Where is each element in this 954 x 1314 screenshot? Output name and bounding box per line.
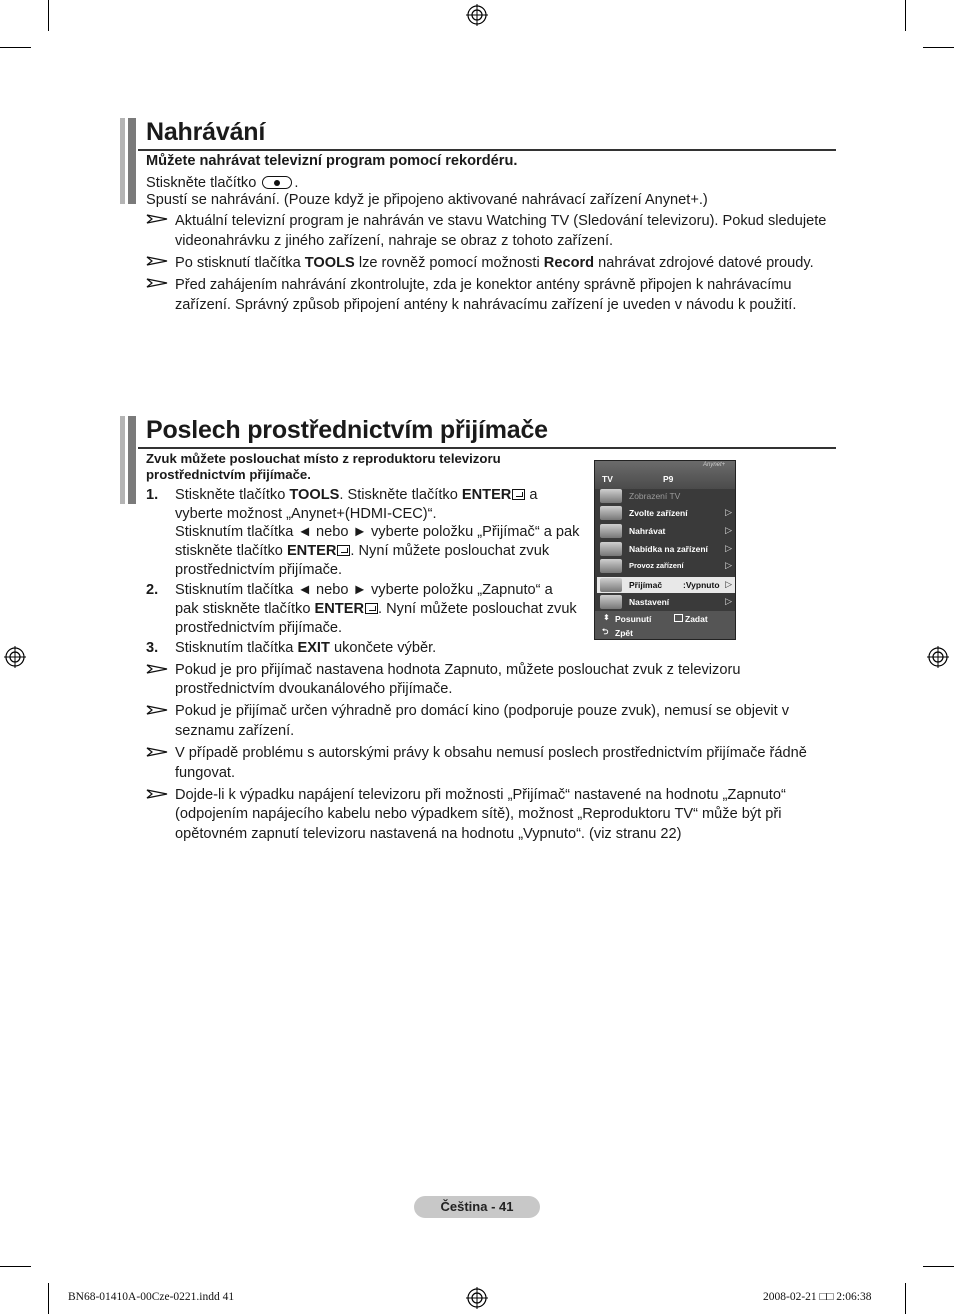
section-title: Poslech prostřednictvím přijímače <box>146 416 548 444</box>
note-arrow-icon <box>146 214 168 224</box>
section-bar <box>120 416 125 504</box>
note-text: Před zahájením nahrávání zkontrolujte, zda je konektor antény správně připojen k nahrávacímu <box>175 277 792 293</box>
footer-move: Posunutí <box>615 614 652 624</box>
menu-item-zobrazeni-tv[interactable]: Zobrazení TV <box>597 488 735 504</box>
page-number-badge: Čeština - 41 <box>414 1196 540 1218</box>
tv-icon <box>600 489 622 503</box>
step-text: prostřednictvím přijímače. <box>175 562 343 578</box>
section-bar <box>128 118 136 204</box>
crop-mark <box>905 1283 906 1314</box>
device-icon <box>600 506 622 520</box>
date-slug: 2008-02-21 □□ 2:06:38 <box>763 1291 872 1303</box>
step-number: 3. <box>146 640 159 656</box>
press-suffix: . <box>294 175 299 191</box>
note-arrow-icon <box>146 256 168 266</box>
note-text: (odpojením napájecího kabelu nebo výpadkem sítě), možnost „Reproduktoru TV“ může být při <box>175 806 782 822</box>
note-text: V případě problému s autorskými právy k obsahu nemusí poslech prostřednictvím přijímače řádně <box>175 745 807 761</box>
section-title: Nahrávání <box>146 118 266 146</box>
device-control-icon <box>600 559 622 573</box>
step-text: Stisknutím tlačítka ◄ nebo ► vyberte položku „Přijímač“ a pak <box>175 524 580 540</box>
note-arrow-icon <box>146 664 168 674</box>
menu-item-provoz-zarizeni[interactable]: Provoz zařízení ▷ <box>597 558 735 574</box>
menu-brand-logo: Anynet+ <box>703 462 726 468</box>
note-text: opětovném zapnutí televizoru nastavená na hodnotu „Vypnuto“. (viz stranu 22) <box>175 826 682 842</box>
registration-mark-icon <box>466 1287 488 1309</box>
menu-item-prijimac[interactable]: Přijímač :Vypnuto ▷ <box>597 577 735 593</box>
step-text: Stisknutím tlačítka EXIT ukončete výběr. <box>175 640 437 656</box>
note-text: Pokud je pro přijímač nastavena hodnota Zapnuto, můžete poslouchat zvuk z televizoru <box>175 662 741 678</box>
enter-icon <box>674 614 683 622</box>
registration-mark-icon <box>466 4 488 26</box>
note-arrow-icon <box>146 278 168 288</box>
return-icon: ⮌ <box>602 627 609 636</box>
section-intro: Zvuk můžete poslouchat místo z reproduktoru televizoru <box>146 451 501 466</box>
crop-mark <box>923 1266 954 1267</box>
note-arrow-icon <box>146 789 168 799</box>
step-number: 2. <box>146 582 159 598</box>
menu-item-nabidka-na-zarizeni[interactable]: Nabídka na zařízení ▷ <box>597 541 735 557</box>
chevron-right-icon: ▷ <box>725 579 732 589</box>
step-text: pak stiskněte tlačítko ENTER . Nyní můžete poslouchat zvuk <box>175 601 577 617</box>
crop-mark <box>48 1283 49 1314</box>
chevron-right-icon: ▷ <box>725 560 732 570</box>
menu-item-nastaveni[interactable]: Nastavení ▷ <box>597 594 735 610</box>
record-button-icon <box>262 176 292 189</box>
crop-mark <box>0 1266 31 1267</box>
title-rule <box>138 447 836 449</box>
receiver-icon <box>600 578 622 592</box>
note-arrow-icon <box>146 705 168 715</box>
section-intro: Můžete nahrávat televizní program pomocí rekordéru. <box>146 153 518 169</box>
menu-item-nahravat[interactable]: Nahrávat ▷ <box>597 523 735 539</box>
title-rule <box>138 149 836 151</box>
note-text: seznamu zařízení. <box>175 723 295 739</box>
footer-enter: Zadat <box>685 614 708 624</box>
press-prefix: Stiskněte tlačítko <box>146 175 257 191</box>
enter-icon <box>337 545 350 556</box>
note-text: Pokud je přijímač určen výhradně pro domácí kino (podporuje pouze zvuk), nemusí se objevit v <box>175 703 790 719</box>
note-text: Aktuální televizní program je nahráván ve stavu Watching TV (Sledování televizoru). Pokud sledujete <box>175 213 827 229</box>
menu-source: TV <box>602 474 613 484</box>
section-bar <box>128 416 136 504</box>
crop-mark <box>48 0 49 31</box>
anynet-menu <box>594 460 736 640</box>
step-text: vyberte možnost „Anynet+(HDMI-CEC)“. <box>175 506 437 522</box>
gear-icon <box>600 595 622 609</box>
registration-mark-icon <box>4 646 26 668</box>
registration-mark-icon <box>927 646 949 668</box>
step-number: 1. <box>146 487 159 503</box>
step-text: prostřednictvím přijímače. <box>175 620 343 636</box>
note-text: fungovat. <box>175 765 236 781</box>
enter-icon <box>512 489 525 500</box>
chevron-right-icon: ▷ <box>725 543 732 553</box>
note-text: videonahrávku z jiného zařízení, nahraje se obraz z tohoto zařízení. <box>175 233 614 249</box>
note-arrow-icon <box>146 747 168 757</box>
device-menu-icon <box>600 542 622 556</box>
menu-channel: P9 <box>663 474 674 484</box>
chevron-right-icon: ▷ <box>725 525 732 535</box>
footer-back: Zpět <box>615 628 633 638</box>
chevron-right-icon: ▷ <box>725 507 732 517</box>
crop-mark <box>905 0 906 31</box>
menu-item-zvolte-zarizeni[interactable]: Zvolte zařízení ▷ <box>597 505 735 521</box>
file-slug: BN68-01410A-00Cze-0221.indd 41 <box>68 1291 235 1303</box>
move-icon: ⬍ <box>603 613 610 622</box>
step-text: Stisknutím tlačítka ◄ nebo ► vyberte položku „Zapnuto“ a <box>175 582 553 598</box>
step-text: Stiskněte tlačítko TOOLS. Stiskněte tlačítko ENTER a <box>175 487 538 503</box>
note-text: Po stisknutí tlačítka TOOLS lze rovněž pomocí možnosti Record nahrávat zdrojové datové proudy. <box>175 255 814 271</box>
crop-mark <box>0 47 31 48</box>
step-text: stiskněte tlačítko ENTER . Nyní můžete poslouchat zvuk <box>175 543 550 559</box>
section-bar <box>120 118 125 204</box>
enter-icon <box>365 603 378 614</box>
section-intro: prostřednictvím přijímače. <box>146 467 311 482</box>
note-text: Dojde-li k výpadku napájení televizoru při možnosti „Přijímač“ nastavené na hodnotu „Zapnuto“ <box>175 787 786 803</box>
receiver-value: :Vypnuto <box>683 580 720 590</box>
record-icon <box>600 524 622 538</box>
chevron-right-icon: ▷ <box>725 596 732 606</box>
note-text: zařízení. Správný způsob připojení antény k nahrávacímu zařízení je uveden v návodu k použití. <box>175 297 797 313</box>
note-text: prostřednictvím dvoukanálového přijímače. <box>175 681 453 697</box>
press-line-2: Spustí se nahrávání. (Pouze když je připojeno aktivované nahrávací zařízení Anynet+.) <box>146 192 708 208</box>
menu-footer <box>595 611 735 639</box>
crop-mark <box>923 47 954 48</box>
